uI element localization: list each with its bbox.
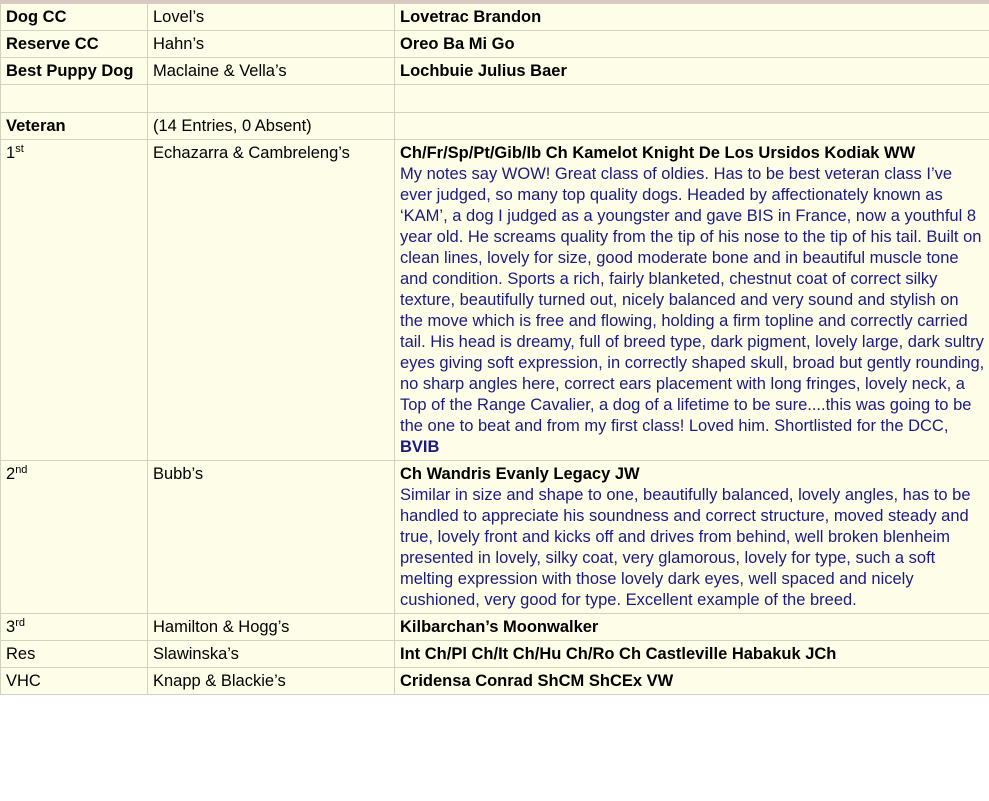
empty-cell <box>395 85 989 113</box>
placing-position <box>1 614 148 641</box>
placing-number: 1 <box>6 144 16 162</box>
placing-number: 3 <box>6 618 16 636</box>
empty-cell <box>395 113 989 140</box>
placing-details <box>395 140 989 461</box>
award-owner: Lovel’s <box>148 4 395 31</box>
placing-position <box>1 461 148 614</box>
placing-position <box>1 140 148 461</box>
placing-suffix: rd <box>15 617 25 629</box>
critique-text: My notes say WOW! Great class of oldies. Has to be best veteran class I’ve ever judged, so many top quality dogs. Headed by affectionately known as ‘KAM’, a dog I judged as a youngster and gave BIS in France, now a youthful 8 year old. He screams quality from the tip of his nose to the tip of his tail. Built on clean lines, lovely for size, good moderate bone and in beautiful muscle tone and condition. Sports a rich, fairly blanketed, chestnut coat of correct silky texture, beautifully turned out, nicely balanced and very sound and stylish on the move which is free and flowing, holding a firm topline and correctly carried tail. His head is dreamy, full of breed type, dark pigment, lovely large, dark sultry eyes giving soft expression, in correctly shaped skull, broad but gently rounding, no sharp angles here, correct ears placement with long fringes, lovely neck, a Top of the Range Cavalier, a dog of a lifetime to be sure....this was going to be the one to beat and from my first class! Loved him. Shortlisted for the DCC, <box>400 165 985 435</box>
placing-suffix: nd <box>15 464 28 476</box>
empty-cell <box>1 85 148 113</box>
placing-owner: Hamilton & Hogg’s <box>148 614 395 641</box>
table-row <box>1 31 989 58</box>
placing-owner: Bubb’s <box>148 461 395 614</box>
award-label: Best Puppy Dog <box>1 58 148 85</box>
placing-row <box>1 461 989 614</box>
class-entries: (14 Entries, 0 Absent) <box>148 113 395 140</box>
award-dog: Lochbuie Julius Baer <box>395 58 989 85</box>
critique-award: BVIB <box>400 438 440 456</box>
placing-dog: Int Ch/Pl Ch/It Ch/Hu Ch/Ro Ch Castleville Habakuk JCh <box>395 641 989 668</box>
placing-position: Res <box>1 641 148 668</box>
placing-owner: Knapp & Blackie’s <box>148 668 395 695</box>
placing-dog: Kilbarchan’s Moonwalker <box>395 614 989 641</box>
placing-dog: Ch Wandris Evanly Legacy JW <box>400 465 640 483</box>
placing-owner: Slawinska’s <box>148 641 395 668</box>
placing-critique <box>400 164 985 458</box>
placing-details <box>395 461 989 614</box>
award-dog: Lovetrac Brandon <box>395 4 989 31</box>
placing-row <box>1 614 989 641</box>
placing-dog: Ch/Fr/Sp/Pt/Gib/Ib Ch Kamelot Knight De Los Ursidos Kodiak WW <box>400 144 916 162</box>
placing-suffix: st <box>15 143 24 155</box>
placing-row <box>1 668 989 695</box>
placing-number: 2 <box>6 465 16 483</box>
table-row <box>1 58 989 85</box>
class-name: Veteran <box>1 113 148 140</box>
placing-critique: Similar in size and shape to one, beautifully balanced, lovely angles, has to be handled to appreciate his soundness and correct structure, moved steady and true, lovely front and kicks off and drives from behind, well broken blenheim presented in lovely, silky coat, very glamorous, lovely for type, such a soft melting expression with those lovely dark eyes, well spaced and nicely cushioned, very good for type. Excellent example of the breed. <box>400 486 971 609</box>
results-table <box>0 3 989 695</box>
placing-dog: Cridensa Conrad ShCM ShCEx VW <box>395 668 989 695</box>
placing-position: VHC <box>1 668 148 695</box>
table-row <box>1 4 989 31</box>
award-owner: Hahn’s <box>148 31 395 58</box>
award-dog: Oreo Ba Mi Go <box>395 31 989 58</box>
placing-owner: Echazarra & Cambreleng’s <box>148 140 395 461</box>
award-label: Dog CC <box>1 4 148 31</box>
empty-cell <box>148 85 395 113</box>
award-owner: Maclaine & Vella’s <box>148 58 395 85</box>
placing-row <box>1 140 989 461</box>
award-label: Reserve CC <box>1 31 148 58</box>
class-header-row <box>1 113 989 140</box>
placing-row <box>1 641 989 668</box>
spacer-row <box>1 85 989 113</box>
